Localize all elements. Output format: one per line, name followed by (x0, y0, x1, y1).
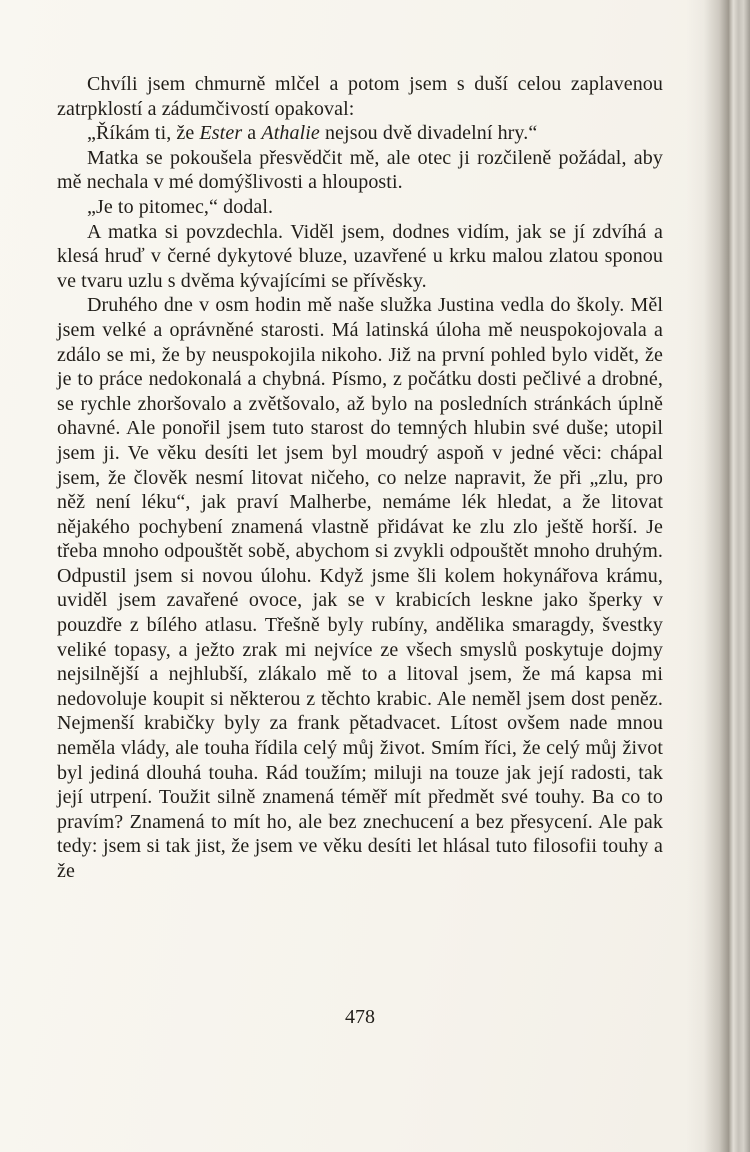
text-block (57, 72, 663, 884)
text-run: a (242, 122, 262, 145)
text-run: nejsou dvě divadelní hry.“ (319, 122, 538, 145)
page-stack-lines (724, 0, 750, 1152)
paragraph (57, 72, 663, 121)
text-run: A matka si povzdechla. Viděl jsem, dodnes vidím, jak se jí zdvíhá a klesá hruď v černé dykytové bluze, uzavřené u krku malou zlatou sponou ve tvaru uzlu s dvěma kývajícími se přívěsky. (57, 220, 663, 292)
text-run: „Říkám ti, že (87, 122, 200, 145)
paragraph (57, 220, 663, 294)
italic-text-run: Ester (199, 122, 243, 145)
paragraph (57, 121, 663, 146)
paragraph (57, 146, 663, 195)
page-number: 478 (345, 1006, 375, 1028)
text-run: Matka se pokoušela přesvědčit mě, ale otec ji rozčileně požádal, aby mě nechala v mé domýšlivosti a hlouposti. (57, 146, 663, 194)
paragraph (57, 293, 663, 883)
text-run: Druhého dne v osm hodin mě naše služka Justina vedla do školy. Měl jsem velké a oprávněné starosti. Má latinská úloha mě neuspokojovala a zdálo se mi, že by neuspokojila nikoho. Již na první pohled bylo vidět, že je to práce nedokonalá a chybná. Písmo, z počátku dosti pečlivé a drobné, se rychle zhoršovalo a zvětšovalo, až bylo na posledních stránkách úplně ohavné. Ale ponořil jsem tuto starost do temných hlubin své duše; utopil jsem ji. Ve věku desíti let jsem byl moudrý aspoň v jedné věci: chápal jsem, že člověk nesmí litovat ničeho, co nelze napravit, že při „zlu, pro něž není léku“, jak praví Malherbe, nemáme lék hledat, a že litovat nějakého pochybení znamená vlastně přidávat ke zlu zlo ještě horší. Je třeba mnoho odpouštět sobě, abychom si zvykli odpouštět mnoho druhým. Odpustil jsem si novou úlohu. Když jsme šli kolem hokynářova krámu, uviděl jsem zavařené ovoce, jak se v krabicích leskne jako šperky v pouzdře z bílého atlasu. Třešně byly rubíny, andělika smaragdy, švestky veliké topasy, a ježto zrak mi nejvíce ze všech smyslů poskytuje dojmy nejsilnější a nejhlubší, zlákalo mě to a litoval jsem, že má kapsa mi nedovoluje koupit si některou z těchto krabic. Ale neměl jsem dost peněz. Nejmenší krabičky byly za frank pětadvacet. Lítost ovšem nade mnou neměla vlády, ale touha řídila celý můj život. Smím říci, že celý můj život byl jediná dlouhá touha. Rád toužím; miluji na touze jak její radosti, tak její utrpení. Toužit silně znamená téměř mít předmět své touhy. Ba co to pravím? Znamená to mít ho, ale bez znechucení a bez přesycení. Ale pak tedy: jsem si tak jist, že jsem ve věku desíti let hlásal tuto filosofii touhy a že (57, 294, 663, 882)
scan-edge-shadow (686, 0, 750, 1152)
italic-text-run: Athalie (261, 122, 320, 145)
paragraph (57, 195, 663, 220)
text-run: Chvíli jsem chmurně mlčel a potom jsem s duší celou zaplavenou zatrpklostí a zádumčivostí opakoval: (57, 73, 663, 120)
text-run: „Je to pitomec,“ dodal. (87, 195, 274, 218)
